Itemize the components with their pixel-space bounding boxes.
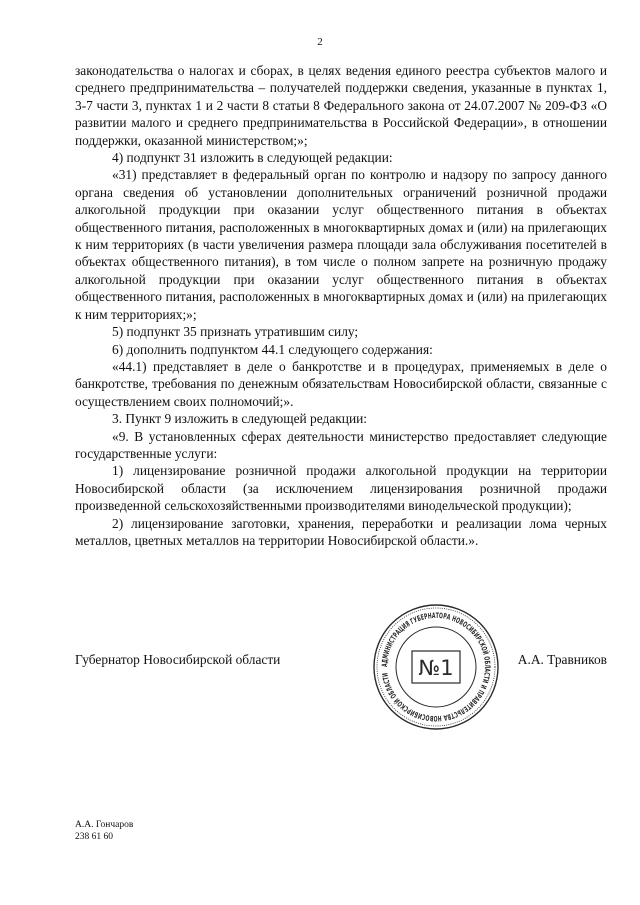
signatory-name: А.А. Травников [517,652,607,667]
seal-outer-text: АДМИНИСТРАЦИЯ ГУБЕРНАТОРА НОВОСИБИРСКОЙ ОБЛАСТИ И ПРАВИТЕЛЬСТВА НОВОСИБИРСКОЙ ОБЛАСТИ [379,610,493,724]
executor-info [75,819,133,843]
paragraph: законодательства о налогах и сборах, в целях ведения единого реестра субъектов малого и среднего предпринимательства – получателей поддержки сведения, указанные в пунктах 1, 3-7 части 3, пунктах 1 и 2 части 8 статьи 8 Федерального закона от 24.07.2007 № 209-ФЗ «О развитии малого и среднего предпринимательства в Российской Федерации», в отношении поддержки, оказанной министерством;»; [75,63,607,148]
seal-number: №1 [418,656,454,680]
paragraph: 4) подпункт 31 изложить в следующей редакции: [112,150,393,166]
document-body [75,62,607,549]
paragraph: 1) лицензирование розничной продажи алкогольной продукции на территории Новосибирской области (за исключением лицензирования розничной продажи произведенной сельскохозяйственными производителями винодельческой продукции); [75,463,607,514]
executor-phone: 238 61 60 [75,832,113,842]
paragraph: «9. В установленных сферах деятельности министерство предоставляет следующие государственные услуги: [75,428,607,461]
signatory-position: Губернатор Новосибирской области [75,652,281,667]
paragraph: 6) дополнить подпунктом 44.1 следующего содержания: [112,341,433,357]
paragraph: «31) представляет в федеральный орган по контролю и надзору по запросу данного органа сведения об установлении дополнительных ограничений розничной продажи алкогольной продукции при оказании услуг общественного питания в объектах общественного питания, расположенных в многоквартирных домах и (или) на прилегающих к ним территориях (в части увеличения размера площади зала обслуживания посетителей в объектах общественного питания), в том числе о полном запрете на розничную продажу алкогольной продукции при оказании услуг общественного питания в объектах общественного питания, расположенных в многоквартирных домах и (или) на прилегающих к ним территориях;»; [75,167,607,322]
paragraph: 2) лицензирование заготовки, хранения, переработки и реализации лома черных металлов, цветных металлов на территории Новосибирской области.». [75,515,607,548]
paragraph: 5) подпункт 35 признать утратившим силу; [112,324,359,340]
page-number: 2 [317,36,323,48]
paragraph: «44.1) представляет в деле о банкротстве и в процедурах, применяемых в деле о банкротстве, требования по денежным обязательствам Новосибирской области, связанные с осуществлением своих полномочий;». [75,358,607,409]
executor-name: А.А. Гончаров [75,820,134,830]
official-seal-stamp [371,602,501,732]
paragraph: 3. Пункт 9 изложить в следующей редакции: [112,411,368,427]
